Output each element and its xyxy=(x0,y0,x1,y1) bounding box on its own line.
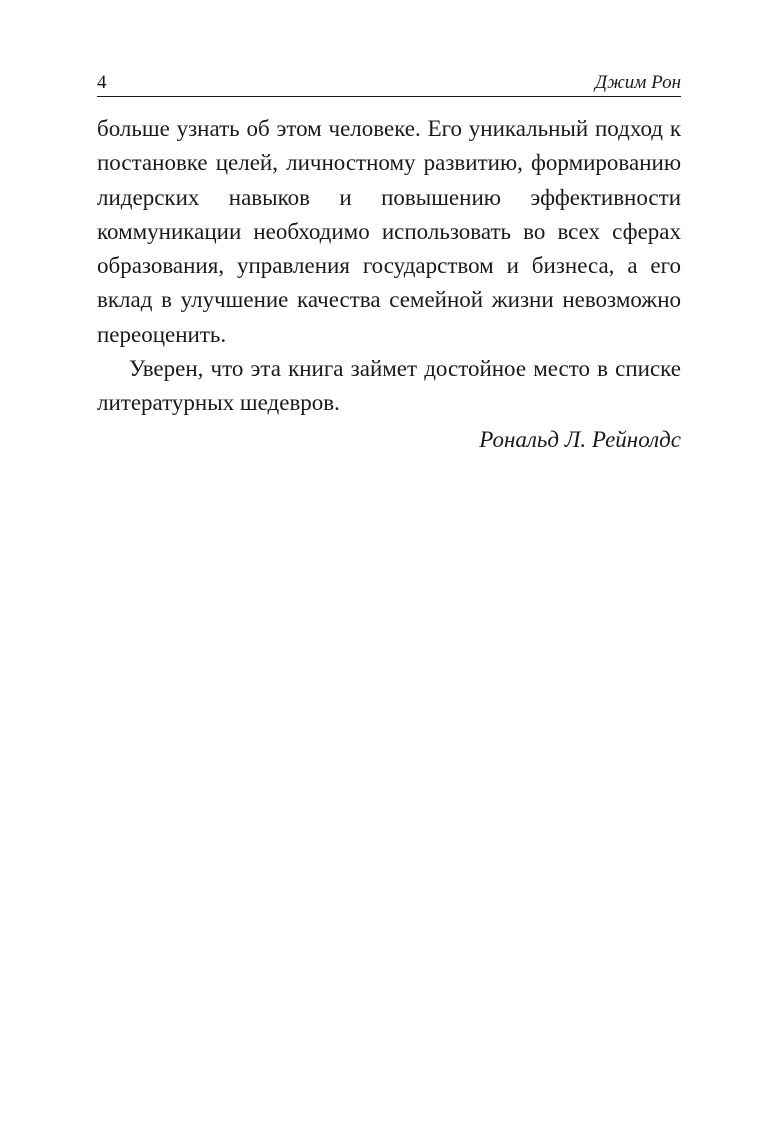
paragraph-continuation: больше узнать об этом человеке. Его уникальный подход к постановке целей, личностному развитию, формированию лидерских навыков и повышению эффективности коммуникации необходимо использовать во всех сферах образования, управления государством и бизнеса, а его вклад в улучшение качества семейной жизни невозможно переоценить. xyxy=(97,116,681,347)
main-text xyxy=(97,112,681,421)
signature: Рональд Л. Рейнолдс xyxy=(479,427,681,452)
running-header xyxy=(97,72,681,97)
page-number: 4 xyxy=(97,72,107,93)
running-header-author: Джим Рон xyxy=(595,72,681,93)
paragraph: Уверен, что эта книга займет достойное место в списке литературных шедевров. xyxy=(97,356,681,416)
